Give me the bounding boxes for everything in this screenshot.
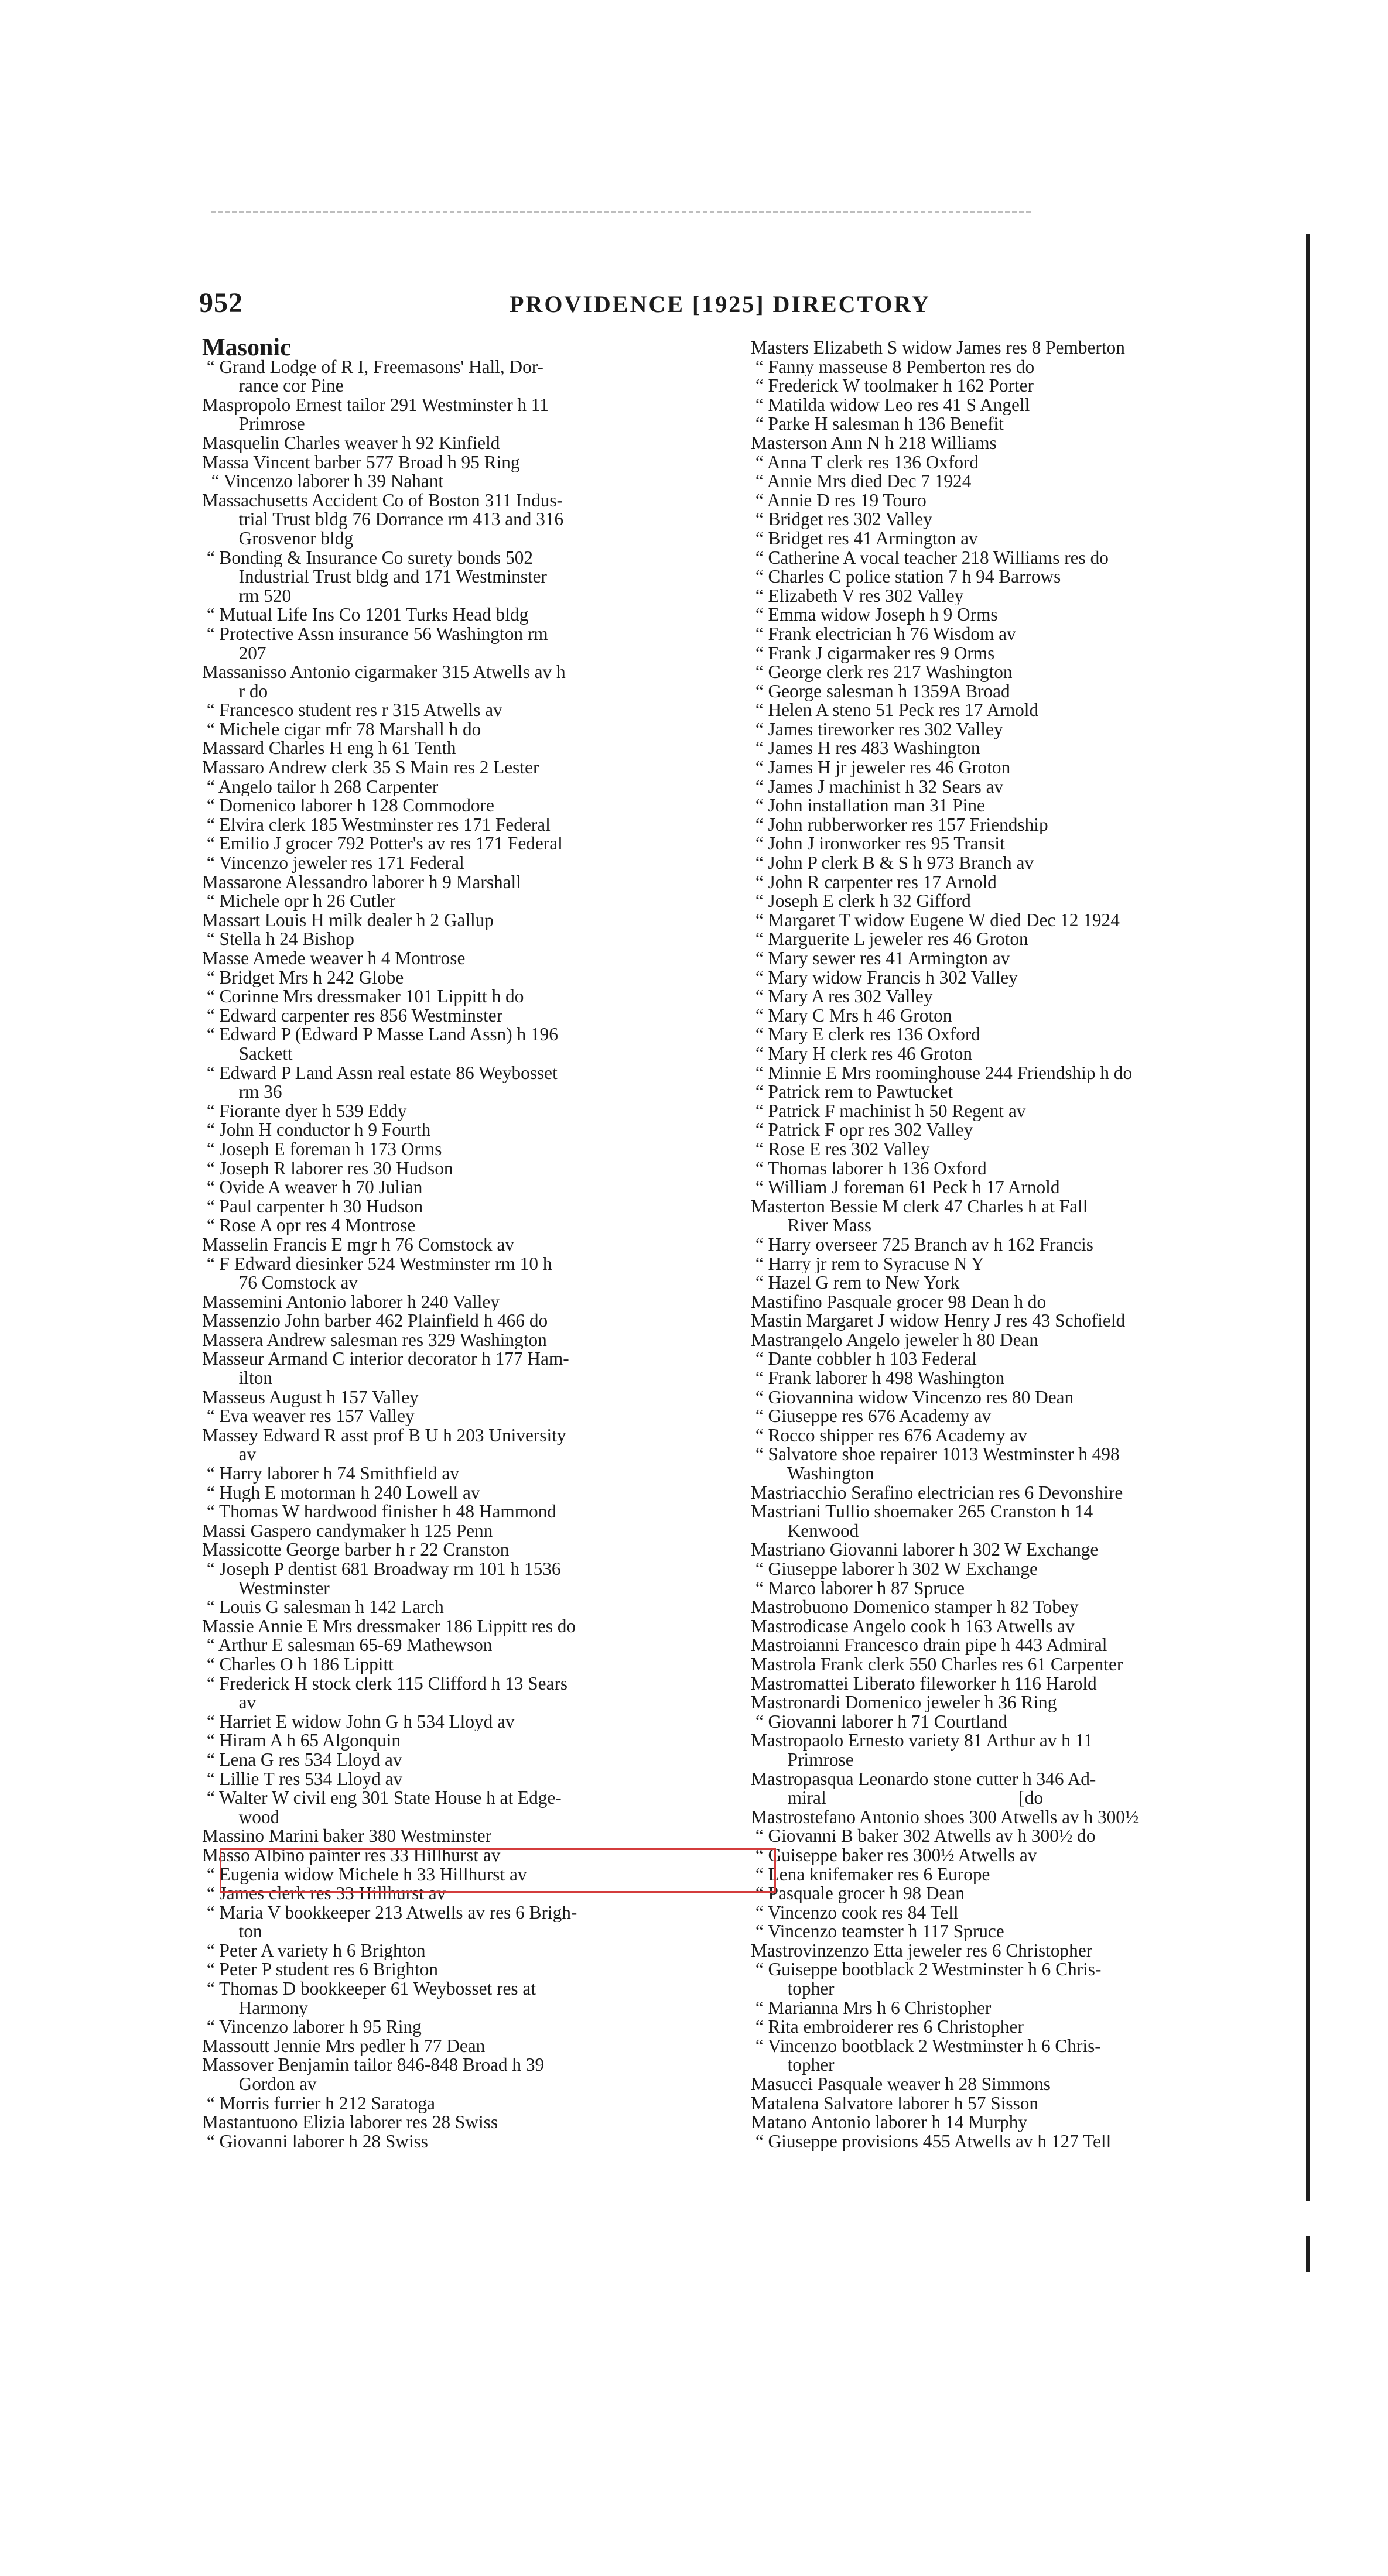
directory-line: Masterson Ann N h 218 Williams xyxy=(751,433,997,453)
directory-line: “ Lillie T res 534 Lloyd av xyxy=(202,1769,403,1789)
directory-line: “ Edward P (Edward P Masse Land Assn) h 196 xyxy=(202,1025,558,1044)
directory-line: “ John J ironworker res 95 Transit xyxy=(751,834,1005,854)
directory-line: “ Vincenzo laborer h 39 Nahant xyxy=(202,472,444,491)
directory-line: “ Elizabeth V res 302 Valley xyxy=(751,586,964,606)
directory-line: Masucci Pasquale weaver h 28 Simmons xyxy=(751,2075,1051,2094)
directory-line: “ Thomas D bookkeeper 61 Weybosset res at xyxy=(202,1979,536,1999)
directory-line: Massover Benjamin tailor 846-848 Broad h 39 xyxy=(202,2056,545,2075)
directory-line: Massa Vincent barber 577 Broad h 95 Ring xyxy=(202,453,520,472)
directory-line: “ Eugenia widow Michele h 33 Hillhurst av xyxy=(202,1865,527,1885)
directory-line: “ Francesco student res r 315 Atwells av xyxy=(202,701,502,720)
highlighted-entry-box xyxy=(220,1848,776,1893)
directory-line: “ Guiseppe baker res 300½ Atwells av xyxy=(751,1845,1037,1865)
directory-line: Mastriano Giovanni laborer h 302 W Exchange xyxy=(751,1540,1099,1560)
directory-line: “ Corinne Mrs dressmaker 101 Lippitt h do xyxy=(202,987,524,1006)
directory-line: “ Vincenzo jeweler res 171 Federal xyxy=(202,854,464,873)
directory-line: “ Giovanni B baker 302 Atwells av h 300½ do xyxy=(751,1827,1096,1846)
directory-line: Massemini Antonio laborer h 240 Valley xyxy=(202,1292,500,1312)
directory-line: Masseus August h 157 Valley xyxy=(202,1388,419,1407)
directory-line: topher xyxy=(751,1979,835,1999)
directory-line: “ John P clerk B & S h 973 Branch av xyxy=(751,854,1034,873)
directory-line: Primrose xyxy=(202,415,305,434)
directory-line: Sackett xyxy=(202,1044,293,1064)
directory-line: “ Bridget res 302 Valley xyxy=(751,510,932,529)
directory-line: “ Louis G salesman h 142 Larch xyxy=(202,1598,444,1617)
directory-line: “ Michele cigar mfr 78 Marshall h do xyxy=(202,720,481,739)
directory-line: “ Margaret T widow Eugene W died Dec 12 1924 xyxy=(751,910,1120,930)
directory-line: “ Walter W civil eng 301 State House h at Edge- xyxy=(202,1789,562,1808)
directory-line: miral [do xyxy=(751,1789,1043,1808)
directory-line: “ Mary C Mrs h 46 Groton xyxy=(751,1006,952,1026)
directory-line: “ Joseph R laborer res 30 Hudson xyxy=(202,1159,453,1179)
directory-line: “ Rita embroiderer res 6 Christopher xyxy=(751,2017,1024,2037)
directory-line: “ Harry overseer 725 Branch av h 162 Francis xyxy=(751,1235,1093,1255)
directory-line: “ Paul carpenter h 30 Hudson xyxy=(202,1197,423,1217)
directory-line: Mastrobuono Domenico stamper h 82 Tobey xyxy=(751,1598,1079,1617)
directory-line: ilton xyxy=(202,1369,272,1388)
directory-line: Massanisso Antonio cigarmaker 315 Atwells av h xyxy=(202,663,566,682)
directory-line: Washington xyxy=(751,1464,874,1484)
directory-line: Massard Charles H eng h 61 Tenth xyxy=(202,739,456,759)
directory-line: “ Michele opr h 26 Cutler xyxy=(202,892,396,911)
directory-line: rm 36 xyxy=(202,1083,282,1102)
directory-line: “ Marco laborer h 87 Spruce xyxy=(751,1578,965,1598)
directory-line: “ Frederick W toolmaker h 162 Porter xyxy=(751,376,1034,396)
directory-line: “ Ovide A weaver h 70 Julian xyxy=(202,1178,423,1197)
directory-line: “ Pasquale grocer h 98 Dean xyxy=(751,1884,965,1903)
directory-line: “ Edward P Land Assn real estate 86 Weybosset xyxy=(202,1063,558,1083)
directory-line: “ William J foreman 61 Peck h 17 Arnold xyxy=(751,1178,1060,1197)
directory-line: av xyxy=(202,1693,257,1712)
directory-line: r do xyxy=(202,681,268,701)
directory-line: “ John installation man 31 Pine xyxy=(751,796,985,816)
directory-line: “ Rocco shipper res 676 Academy av xyxy=(751,1426,1027,1445)
directory-line: “ Vincenzo laborer h 95 Ring xyxy=(202,2017,422,2037)
directory-line: Mastrovinzenzo Etta jeweler res 6 Christopher xyxy=(751,1941,1093,1961)
directory-line: Mastriacchio Serafino electrician res 6 Devonshire xyxy=(751,1483,1123,1503)
directory-line: Mastrangelo Angelo jeweler h 80 Dean xyxy=(751,1330,1039,1350)
directory-line: “ Helen A steno 51 Peck res 17 Arnold xyxy=(751,701,1039,720)
directory-line: Mastroianni Francesco drain pipe h 443 Admiral xyxy=(751,1636,1107,1655)
directory-line: “ John R carpenter res 17 Arnold xyxy=(751,872,997,892)
directory-line: “ Giovanni laborer h 28 Swiss xyxy=(202,2132,428,2152)
directory-line: Massachusetts Accident Co of Boston 311 Indus- xyxy=(202,491,563,511)
directory-line: “ Stella h 24 Bishop xyxy=(202,930,354,949)
directory-line: Massie Annie E Mrs dressmaker 186 Lippitt res do xyxy=(202,1616,576,1636)
directory-line: “ Patrick F opr res 302 Valley xyxy=(751,1121,973,1140)
directory-line: Masselin Francis E mgr h 76 Comstock av xyxy=(202,1235,514,1255)
directory-line: “ Charles O h 186 Lippitt xyxy=(202,1654,394,1674)
directory-line: Masters Elizabeth S widow James res 8 Pemberton xyxy=(751,338,1125,358)
directory-line: “ Thomas W hardwood finisher h 48 Hammond xyxy=(202,1502,556,1522)
directory-line: “ Hugh E motorman h 240 Lowell av xyxy=(202,1483,480,1503)
directory-line: Masseur Armand C interior decorator h 177 Ham- xyxy=(202,1349,569,1369)
directory-line: “ George salesman h 1359A Broad xyxy=(751,681,1010,701)
directory-line: Industrial Trust bldg and 171 Westminster xyxy=(202,567,547,587)
directory-line: “ Minnie E Mrs roominghouse 244 Friendship h do xyxy=(751,1063,1133,1083)
directory-line: “ Harry jr rem to Syracuse N Y xyxy=(751,1254,984,1274)
directory-line: Mastantuono Elizia laborer res 28 Swiss xyxy=(202,2113,498,2132)
directory-line: Harmony xyxy=(202,1998,308,2018)
directory-line: Matano Antonio laborer h 14 Murphy xyxy=(751,2113,1027,2132)
directory-line: “ Mary H clerk res 46 Groton xyxy=(751,1044,973,1064)
directory-line: “ Fiorante dyer h 539 Eddy xyxy=(202,1101,407,1121)
directory-line: “ John rubberworker res 157 Friendship xyxy=(751,815,1048,835)
directory-line: “ Patrick rem to Pawtucket xyxy=(751,1083,953,1102)
directory-line: Mastropaolo Ernesto variety 81 Arthur av h 11 xyxy=(751,1731,1093,1751)
directory-line: “ James clerk res 33 Hillhurst av xyxy=(202,1884,446,1903)
directory-line: “ Giovannina widow Vincenzo res 80 Dean xyxy=(751,1388,1074,1407)
directory-line: Massino Marini baker 380 Westminster xyxy=(202,1827,492,1846)
directory-line: “ Joseph P dentist 681 Broadway rm 101 h 1536 xyxy=(202,1560,561,1579)
directory-line: 76 Comstock av xyxy=(202,1273,358,1293)
directory-line: “ Lena knifemaker res 6 Europe xyxy=(751,1865,990,1885)
directory-line: “ Annie Mrs died Dec 7 1924 xyxy=(751,472,972,491)
directory-line: “ F Edward diesinker 524 Westminster rm 10 h xyxy=(202,1254,552,1274)
directory-line: “ Annie D res 19 Touro xyxy=(751,491,927,511)
directory-line: “ Guiseppe bootblack 2 Westminster h 6 Chris- xyxy=(751,1960,1102,1980)
directory-line: “ Frank J cigarmaker res 9 Orms xyxy=(751,643,995,663)
directory-line: “ Bridget Mrs h 242 Globe xyxy=(202,968,404,988)
directory-line: Mastronardi Domenico jeweler h 36 Ring xyxy=(751,1693,1057,1712)
directory-line: “ Giuseppe res 676 Academy av xyxy=(751,1407,992,1426)
directory-line: “ Giuseppe laborer h 302 W Exchange xyxy=(751,1560,1038,1579)
page-header xyxy=(0,287,1388,328)
directory-line: Masterton Bessie M clerk 47 Charles h at Fall xyxy=(751,1197,1088,1217)
directory-line: Mastrola Frank clerk 550 Charles res 61 Carpenter xyxy=(751,1654,1123,1674)
directory-line: “ Arthur E salesman 65-69 Mathewson xyxy=(202,1636,493,1655)
directory-line: “ Mary E clerk res 136 Oxford xyxy=(751,1025,980,1044)
directory-line: “ Giovanni laborer h 71 Courtland xyxy=(751,1712,1008,1732)
directory-line: River Mass xyxy=(751,1216,872,1235)
directory-line: “ Eva weaver res 157 Valley xyxy=(202,1407,415,1426)
directory-line: “ Emma widow Joseph h 9 Orms xyxy=(751,605,998,625)
directory-line: “ Joseph E foreman h 173 Orms xyxy=(202,1139,442,1159)
directory-line: “ Joseph E clerk h 32 Gifford xyxy=(751,892,971,911)
directory-line: Masso Albino painter res 33 Hillhurst av xyxy=(202,1845,501,1865)
directory-line: 207 xyxy=(202,643,266,663)
directory-line: Mastrostefano Antonio shoes 300 Atwells av h 300½ xyxy=(751,1807,1139,1827)
directory-line: Mastin Margaret J widow Henry J res 43 Schofield xyxy=(751,1311,1126,1331)
directory-line: “ Harry laborer h 74 Smithfield av xyxy=(202,1464,459,1484)
directory-line: “ Peter P student res 6 Brighton xyxy=(202,1960,439,1980)
binding-edge-rule xyxy=(1306,234,1310,2201)
directory-line: “ Lena G res 534 Lloyd av xyxy=(202,1750,402,1770)
directory-line: Gordon av xyxy=(202,2075,317,2094)
directory-line: “ Frank electrician h 76 Wisdom av xyxy=(751,624,1016,644)
directory-line: “ Dante cobbler h 103 Federal xyxy=(751,1349,977,1369)
directory-line: Masquelin Charles weaver h 92 Kinfield xyxy=(202,433,500,453)
directory-line: “ Catherine A vocal teacher 218 Williams res do xyxy=(751,548,1109,568)
running-title: PROVIDENCE [1925] DIRECTORY xyxy=(510,291,931,317)
directory-line: Massicotte George barber h r 22 Cranston xyxy=(202,1540,510,1560)
directory-line: “ Edward carpenter res 856 Westminster xyxy=(202,1006,503,1026)
directory-line: “ Fanny masseuse 8 Pemberton res do xyxy=(751,357,1035,377)
directory-line: “ Peter A variety h 6 Brighton xyxy=(202,1941,426,1961)
directory-line: “ Patrick F machinist h 50 Regent av xyxy=(751,1101,1026,1121)
directory-line: rance cor Pine xyxy=(202,376,344,396)
right-column xyxy=(751,338,1304,2151)
directory-line: “ Bridget res 41 Armington av xyxy=(751,529,978,549)
directory-line: Massaro Andrew clerk 35 S Main res 2 Lester xyxy=(202,758,539,777)
directory-line: Massenzio John barber 462 Plainfield h 466 do xyxy=(202,1311,548,1331)
directory-line: Massoutt Jennie Mrs pedler h 77 Dean xyxy=(202,2036,486,2056)
directory-line: Massi Gaspero candymaker h 125 Penn xyxy=(202,1521,493,1541)
directory-line: “ Bonding & Insurance Co surety bonds 502 xyxy=(202,548,534,568)
directory-line: “ James J machinist h 32 Sears av xyxy=(751,777,1004,797)
directory-line: “ James H res 483 Washington xyxy=(751,739,980,759)
directory-line: Massera Andrew salesman res 329 Washington xyxy=(202,1330,547,1350)
directory-line: “ John H conductor h 9 Fourth xyxy=(202,1121,431,1140)
directory-line: “ Frederick H stock clerk 115 Clifford h 13 Sears xyxy=(202,1674,568,1694)
binding-edge-rule-lower xyxy=(1306,2236,1310,2272)
directory-line: “ Salvatore shoe repairer 1013 Westminster h 498 xyxy=(751,1445,1120,1465)
directory-line: Westminster xyxy=(202,1578,330,1598)
directory-line: “ James tireworker res 302 Valley xyxy=(751,720,1003,739)
section-heading: Masonic xyxy=(202,338,291,358)
directory-line: “ Vincenzo teamster h 117 Spruce xyxy=(751,1922,1004,1941)
directory-line: “ Anna T clerk res 136 Oxford xyxy=(751,453,979,472)
directory-line: “ Angelo tailor h 268 Carpenter xyxy=(202,777,439,797)
directory-line: trial Trust bldg 76 Dorrance rm 413 and 316 xyxy=(202,510,564,529)
directory-line: “ Thomas laborer h 136 Oxford xyxy=(751,1159,987,1179)
directory-line: Mastifino Pasquale grocer 98 Dean h do xyxy=(751,1292,1047,1312)
directory-line: “ Hiram A h 65 Algonquin xyxy=(202,1731,401,1751)
directory-line: “ Rose E res 302 Valley xyxy=(751,1139,930,1159)
directory-line: “ Harriet E widow John G h 534 Lloyd av xyxy=(202,1712,515,1732)
directory-line: Kenwood xyxy=(751,1521,859,1541)
directory-line: “ Grand Lodge of R I, Freemasons' Hall, Dor- xyxy=(202,357,543,377)
directory-line: “ Emilio J grocer 792 Potter's av res 171 Federal xyxy=(202,834,563,854)
directory-line: Maspropolo Ernest tailor 291 Westminster h 11 xyxy=(202,395,549,415)
directory-line: topher xyxy=(751,2056,835,2075)
directory-line: Massarone Alessandro laborer h 9 Marshall xyxy=(202,872,521,892)
directory-line: “ Morris furrier h 212 Saratoga xyxy=(202,2094,436,2113)
directory-line: Mastriani Tullio shoemaker 265 Cranston h 14 xyxy=(751,1502,1093,1522)
directory-line: “ Domenico laborer h 128 Commodore xyxy=(202,796,494,816)
directory-line: “ Rose A opr res 4 Montrose xyxy=(202,1216,416,1235)
directory-line: Massey Edward R asst prof B U h 203 University xyxy=(202,1426,566,1445)
directory-line: “ Mary sewer res 41 Armington av xyxy=(751,949,1010,968)
directory-line: “ Hazel G rem to New York xyxy=(751,1273,960,1293)
directory-line: Mastromattei Liberato fileworker h 116 Harold xyxy=(751,1674,1097,1694)
directory-line: “ Vincenzo cook res 84 Tell xyxy=(751,1903,959,1923)
directory-line: Matalena Salvatore laborer h 57 Sisson xyxy=(751,2094,1039,2113)
directory-line: “ Mutual Life Ins Co 1201 Turks Head bldg xyxy=(202,605,529,625)
top-scan-dash xyxy=(211,211,1031,213)
directory-line: “ Frank laborer h 498 Washington xyxy=(751,1369,1005,1388)
directory-line: Massart Louis H milk dealer h 2 Gallup xyxy=(202,910,494,930)
directory-line: “ Charles C police station 7 h 94 Barrows xyxy=(751,567,1061,587)
directory-line: “ Mary widow Francis h 302 Valley xyxy=(751,968,1018,988)
directory-line: “ Protective Assn insurance 56 Washington rm xyxy=(202,624,548,644)
directory-line: “ Marguerite L jeweler res 46 Groton xyxy=(751,930,1028,949)
directory-line: ton xyxy=(202,1922,262,1941)
directory-line: “ Parke H salesman h 136 Benefit xyxy=(751,415,1004,434)
directory-line: “ George clerk res 217 Washington xyxy=(751,663,1013,682)
directory-line: av xyxy=(202,1445,257,1465)
directory-line: “ Elvira clerk 185 Westminster res 171 Federal xyxy=(202,815,551,835)
directory-line: “ Matilda widow Leo res 41 S Angell xyxy=(751,395,1030,415)
page-number: 952 xyxy=(199,287,243,318)
directory-line: rm 520 xyxy=(202,586,292,606)
directory-line: Mastropasqua Leonardo stone cutter h 346 Ad- xyxy=(751,1769,1096,1789)
directory-line: wood xyxy=(202,1807,280,1827)
directory-line: Masse Amede weaver h 4 Montrose xyxy=(202,949,466,968)
directory-line: “ Mary A res 302 Valley xyxy=(751,987,933,1006)
directory-line: Grosvenor bldg xyxy=(202,529,354,549)
directory-line: “ Giuseppe provisions 455 Atwells av h 127 Tell xyxy=(751,2132,1112,2152)
directory-line: Primrose xyxy=(751,1750,854,1770)
directory-line: Mastrodicase Angelo cook h 163 Atwells av xyxy=(751,1616,1075,1636)
directory-line: “ Maria V bookkeeper 213 Atwells av res 6 Brigh- xyxy=(202,1903,577,1923)
directory-line: “ Vincenzo bootblack 2 Westminster h 6 Chris- xyxy=(751,2036,1101,2056)
directory-line: “ Marianna Mrs h 6 Christopher xyxy=(751,1998,992,2018)
directory-line: “ James H jr jeweler res 46 Groton xyxy=(751,758,1011,777)
